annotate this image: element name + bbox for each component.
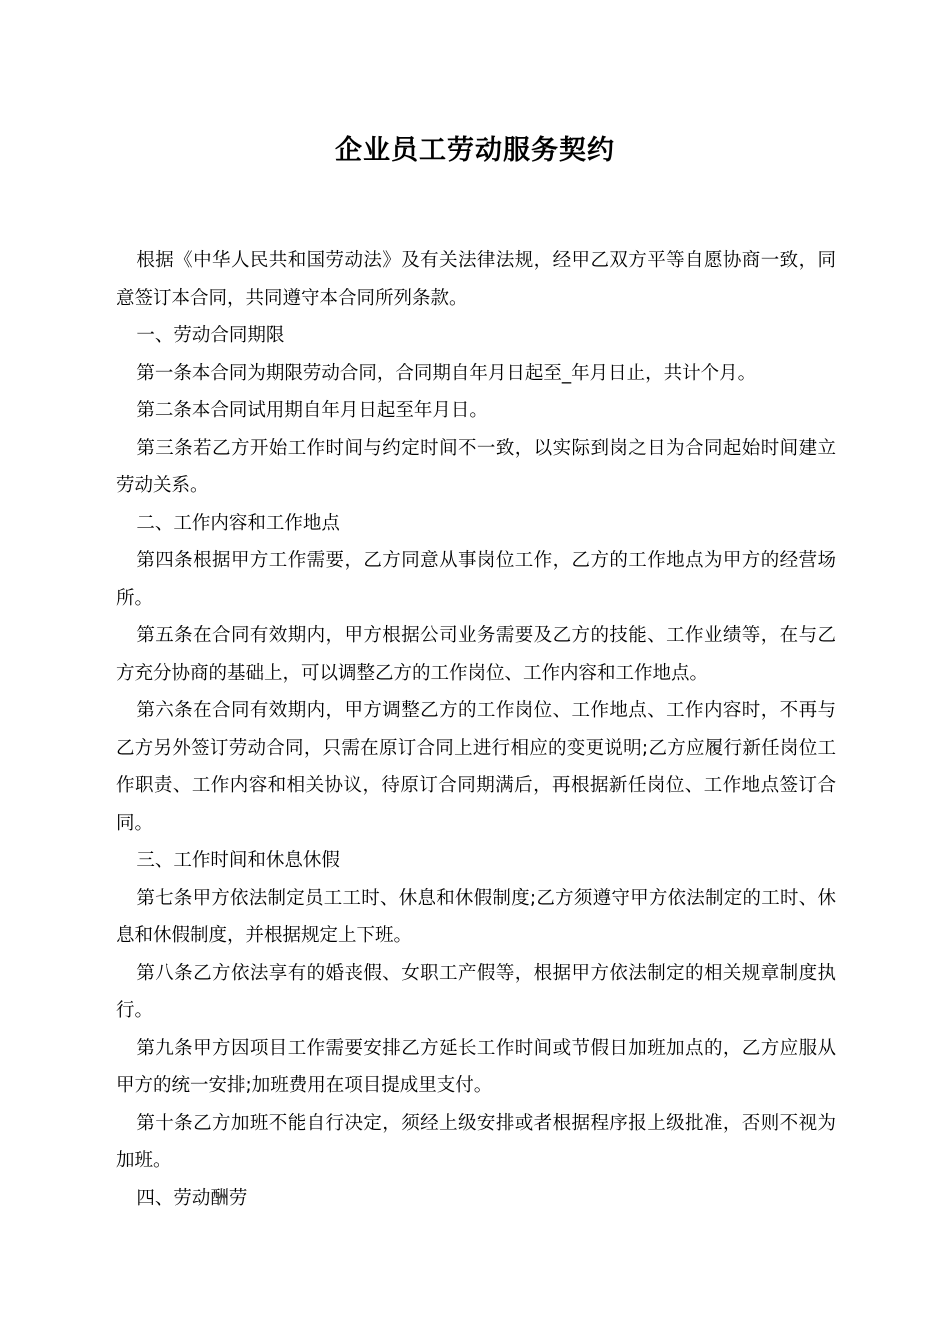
article-10: 第十条乙方加班不能自行决定，须经上级安排或者根据程序报上级批准，否则不视为加班。 [116,1112,836,1171]
article-9: 第九条甲方因项目工作需要安排乙方延长工作时间或节假日加班加点的，乙方应服从甲方的统一安排;加班费用在项目提成里支付。 [116,1037,836,1096]
section-heading-work-content: 二、工作内容和工作地点 [136,512,340,534]
document-title: 企业员工劳动服务契约 [335,135,615,166]
article-2: 第二条本合同试用期自年月日起至年月日。 [136,400,488,421]
article-4: 第四条根据甲方工作需要，乙方同意从事岗位工作，乙方的工作地点为甲方的经营场所。 [116,550,836,609]
section-heading-remuneration: 四、劳动酬劳 [136,1187,248,1209]
article-7: 第七条甲方依法制定员工工时、休息和休假制度;乙方须遵守甲方依法制定的工时、休息和休假制度，并根据规定上下班。 [116,887,836,946]
document-body [116,242,836,1217]
article-3: 第三条若乙方开始工作时间与约定时间不一致，以实际到岗之日为合同起始时间建立劳动关系。 [116,437,836,496]
article-5: 第五条在合同有效期内，甲方根据公司业务需要及乙方的技能、工作业绩等，在与乙方充分协商的基础上，可以调整乙方的工作岗位、工作内容和工作地点。 [116,625,836,684]
article-1: 第一条本合同为期限劳动合同，合同期自年月日起至_年月日止，共计个月。 [136,362,757,384]
section-heading-work-hours: 三、工作时间和休息休假 [136,850,340,871]
section-heading-term: 一、劳动合同期限 [136,325,285,346]
article-8: 第八条乙方依法享有的婚丧假、女职工产假等，根据甲方依法制定的相关规章制度执行。 [116,962,836,1021]
article-6: 第六条在合同有效期内，甲方调整乙方的工作岗位、工作地点、工作内容时，不再与乙方另外签订劳动合同，只需在原订合同上进行相应的变更说明;乙方应履行新任岗位工作职责、工作内容和相关协议，待原订合同期满后，再根据新任岗位、工作地点签订合同。 [116,700,836,834]
intro-paragraph: 根据《中华人民共和国劳动法》及有关法律法规，经甲乙双方平等自愿协商一致，同意签订本合同，共同遵守本合同所列条款。 [116,250,836,309]
